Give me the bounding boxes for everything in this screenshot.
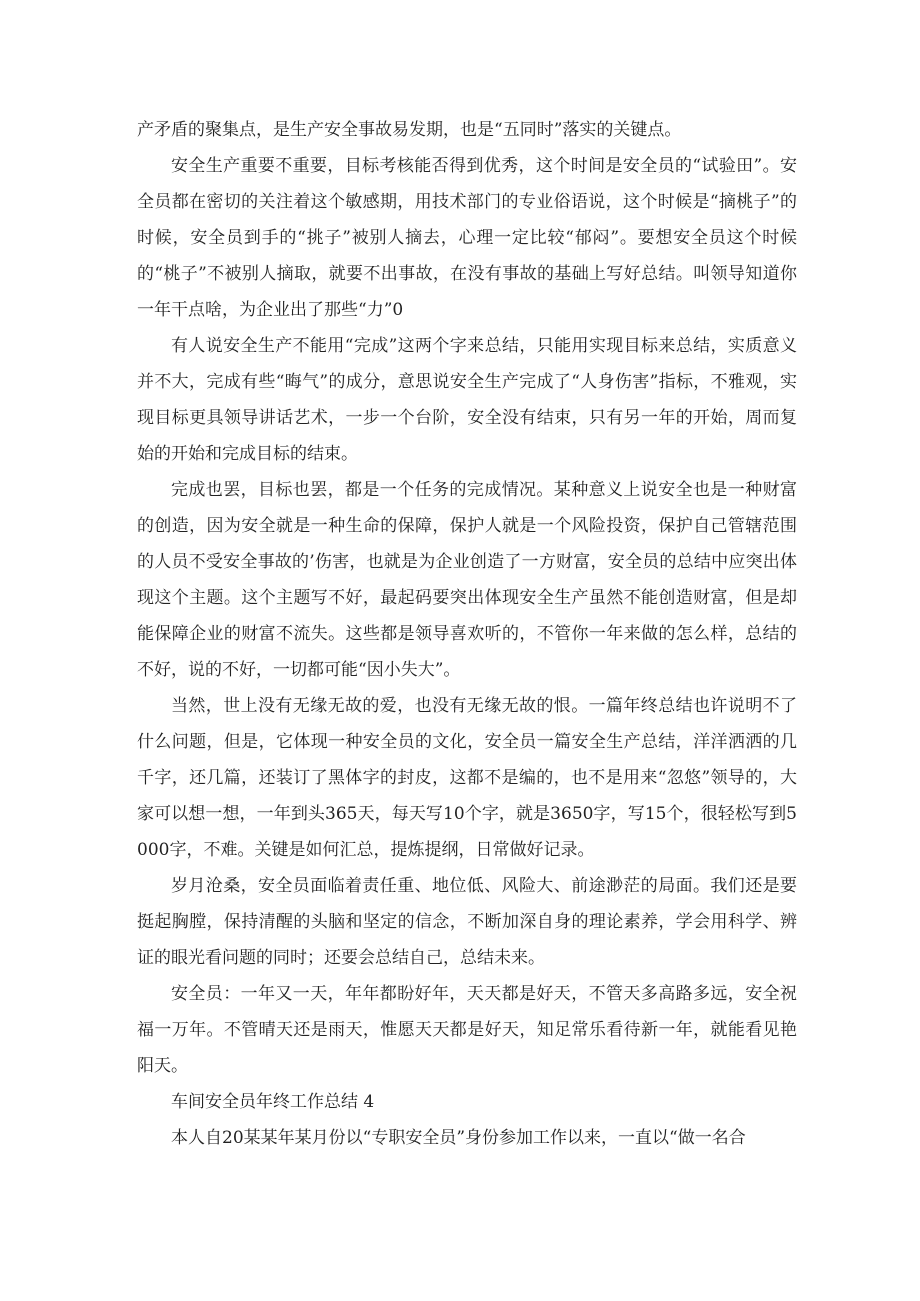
- document-page: [137, 112, 797, 1156]
- paragraph-7: 安全员：一年又一天，年年都盼好年，天天都是好天，不管天多高路多远，安全祝福一万年。不管晴天还是雨天，惟愿天天都是好天，知足常乐看待新一年，就能看见艳阳天。: [137, 984, 797, 1076]
- paragraph-4: 完成也罢，目标也罢，都是一个任务的完成情况。某种意义上说安全也是一种财富的创造，因为安全就是一种生命的保障，保护人就是一个风险投资，保护自己管辖范围的人员不受安全事故的’伤害，也就是为企业创造了一方财富，安全员的总结中应突出体现这个主题。这个主题写不好，最起码要突出体现安全生产虽然不能创造财富，但是却能保障企业的财富不流失。这些都是领导喜欢听的，不管你一年来做的怎么样，总结的不好，说的不好，一切都可能“因小失大”。: [137, 480, 797, 680]
- paragraph-2: 安全生产重要不重要，目标考核能否得到优秀，这个时间是安全员的“试验田”。安全员都在密切的关注着这个敏感期，用技术部门的专业俗语说，这个时候是“摘桃子”的时候，安全员到手的“挑子”被别人摘去，心理一定比较“郁闷”。要想安全员这个时候的“桃子”不被别人摘取，就要不出事故，在没有事故的基础上写好总结。叫领导知道你一年干点啥，为企业出了那些“力”0: [137, 156, 797, 320]
- paragraph-1: 产矛盾的聚集点，是生产安全事故易发期，也是“五同时”落实的关键点。: [137, 120, 682, 140]
- paragraph-8: 本人自20某某年某月份以“专职安全员”身份参加工作以来，一直以“做一名合: [171, 1128, 746, 1148]
- paragraph-5: 当然，世上没有无缘无故的爱，也没有无缘无故的恨。一篇年终总结也许说明不了什么问题，但是，它体现一种安全员的文化，安全员一篇安全生产总结，洋洋洒洒的几千字，还几篇，还装订了黑体字的封皮，这都不是编的，也不是用来“忽悠”领导的，大家可以想一想，一年到头365天，每天写10个字，就是3650字，写15个，很轻松写到5000字，不难。关键是如何汇总，提炼提纲，日常做好记录。: [137, 696, 797, 860]
- paragraph-6: 岁月沧桑，安全员面临着责任重、地位低、风险大、前途渺茫的局面。我们还是要挺起胸膛，保持清醒的头脑和坚定的信念，不断加深自身的理论素养，学会用科学、辨证的眼光看问题的同时；还要会总结自己，总结未来。: [137, 876, 797, 968]
- paragraph-3: 有人说安全生产不能用“完成”这两个字来总结，只能用实现目标来总结，实质意义并不大，完成有些“晦气”的成分，意思说安全生产完成了“人身伤害”指标，不雅观，实现目标更具领导讲话艺术，一步一个台阶，安全没有结束，只有另一年的开始，周而复始的开始和完成目标的结束。: [137, 336, 797, 464]
- section-heading: 车间安全员年终工作总结 4: [171, 1092, 375, 1112]
